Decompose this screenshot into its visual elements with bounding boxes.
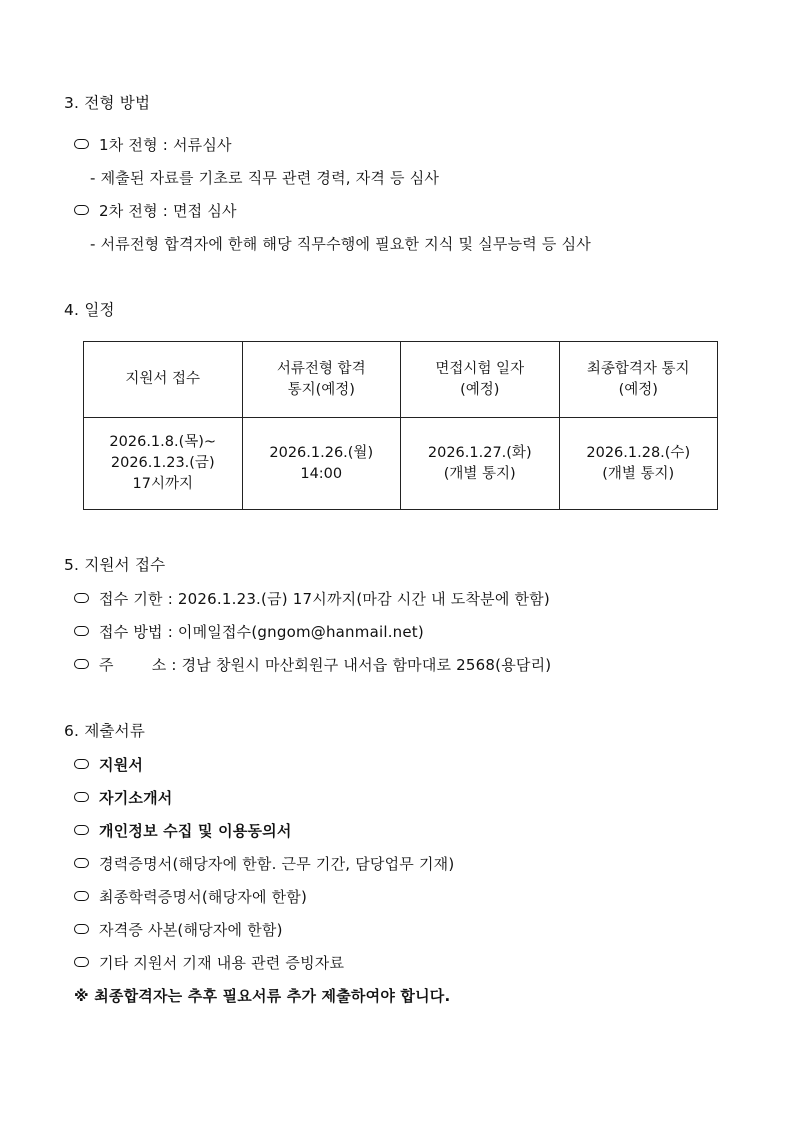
circle-bullet-icon xyxy=(74,792,89,802)
circle-bullet-icon xyxy=(74,626,89,636)
section-5-title: 5. 지원서 접수 xyxy=(64,556,166,574)
schedule-header-row xyxy=(84,342,718,418)
value-interview-date: 2026.1.27.(화) (개별 통지) xyxy=(401,418,560,510)
document-item-privacy-consent: 개인정보 수집 및 이용동의서 xyxy=(74,821,292,841)
application-deadline: 접수 기한 : 2026.1.23.(금) 17시까지(마감 시간 내 도착분에 한함) xyxy=(74,589,550,609)
circle-bullet-icon xyxy=(74,139,89,149)
header-final-notice: 최종합격자 통지 (예정) xyxy=(559,342,718,418)
schedule-value-row xyxy=(84,418,718,510)
document-item-application: 지원서 xyxy=(74,755,143,775)
header-document-result: 서류전형 합격 통지(예정) xyxy=(242,342,401,418)
value-final-notice: 2026.1.28.(수) (개별 통지) xyxy=(559,418,718,510)
selection-step-1-detail: - 제출된 자료를 기초로 직무 관련 경력, 자격 등 심사 xyxy=(90,169,440,187)
selection-step-2-detail: - 서류전형 합격자에 한해 해당 직무수행에 필요한 지식 및 실무능력 등 심사 xyxy=(90,235,591,253)
final-candidate-note: ※ 최종합격자는 추후 필요서류 추가 제출하여야 합니다. xyxy=(74,987,451,1005)
document-item-education-certificate: 최종학력증명서(해당자에 한함) xyxy=(74,887,307,907)
header-interview-date: 면접시험 일자 (예정) xyxy=(401,342,560,418)
circle-bullet-icon xyxy=(74,593,89,603)
document-item-license-copy: 자격증 사본(해당자에 한함) xyxy=(74,920,283,940)
circle-bullet-icon xyxy=(74,825,89,835)
header-application: 지원서 접수 xyxy=(84,342,243,418)
document-item-other-evidence: 기타 지원서 기재 내용 관련 증빙자료 xyxy=(74,953,344,973)
section-6-title: 6. 제출서류 xyxy=(64,722,146,740)
application-address: 주 소 : 경남 창원시 마산회원구 내서읍 함마대로 2568(용담리) xyxy=(74,655,551,675)
section-3-title: 3. 전형 방법 xyxy=(64,94,151,112)
circle-bullet-icon xyxy=(74,957,89,967)
circle-bullet-icon xyxy=(74,924,89,934)
circle-bullet-icon xyxy=(74,659,89,669)
document-item-career-certificate: 경력증명서(해당자에 한함. 근무 기간, 담당업무 기재) xyxy=(74,854,454,874)
circle-bullet-icon xyxy=(74,759,89,769)
selection-step-2: 2차 전형 : 면접 심사 xyxy=(74,201,237,221)
application-method: 접수 방법 : 이메일접수(gngom@hanmail.net) xyxy=(74,622,424,642)
section-4-title: 4. 일정 xyxy=(64,301,115,319)
circle-bullet-icon xyxy=(74,891,89,901)
circle-bullet-icon xyxy=(74,205,89,215)
selection-step-1: 1차 전형 : 서류심사 xyxy=(74,135,232,155)
value-application: 2026.1.8.(목)~ 2026.1.23.(금) 17시까지 xyxy=(84,418,243,510)
schedule-table xyxy=(83,341,718,510)
document-item-self-introduction: 자기소개서 xyxy=(74,788,172,808)
value-document-result: 2026.1.26.(월) 14:00 xyxy=(242,418,401,510)
circle-bullet-icon xyxy=(74,858,89,868)
